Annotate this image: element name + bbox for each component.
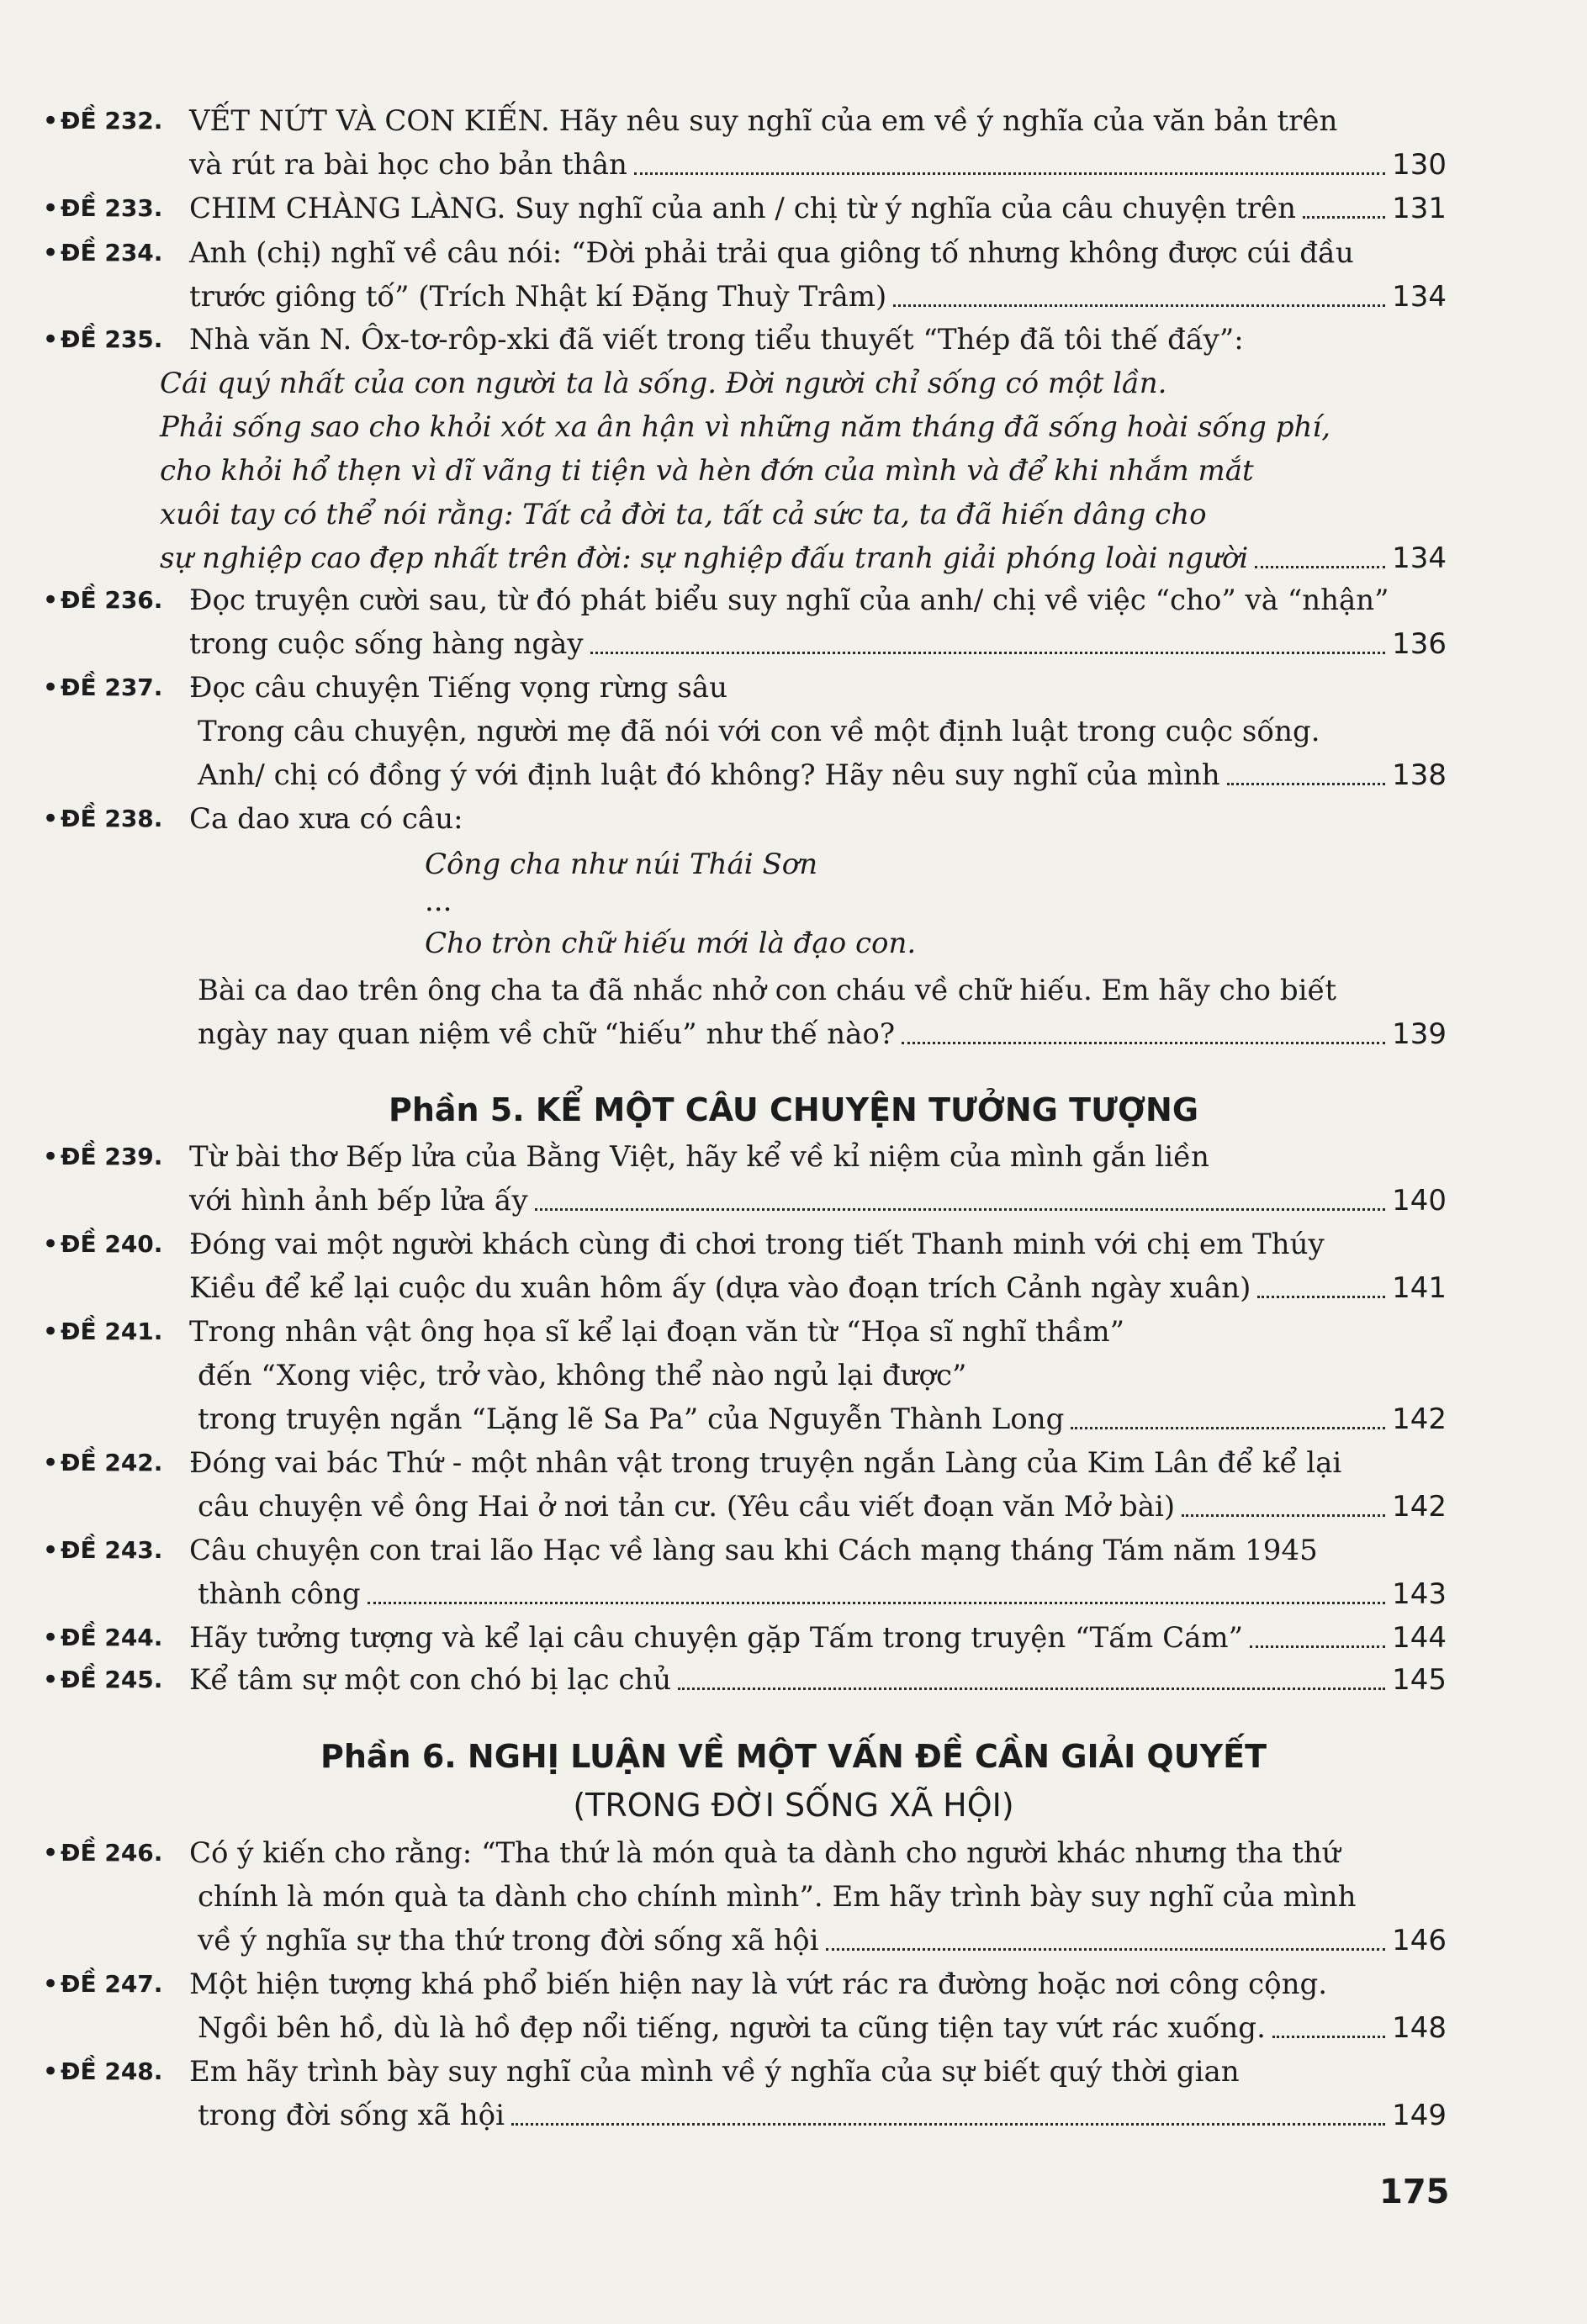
dot-leader [1250,1645,1385,1648]
entry-line-text: sự nghiệp cao đẹp nhất trên đời: sự nghiệp đấu tranh giải phóng loài người [160,541,1249,575]
entry-line: Câu chuyện con trai lão Hạc về làng sau khi Cách mạng tháng Tám năm 1945 [189,1534,1318,1567]
entry-line-text: trong cuộc sống hàng ngày [189,627,584,661]
dot-leader [893,304,1385,307]
entry-line-with-page [198,1397,1447,1441]
entry-label: ĐỀ 232. [61,107,163,135]
dot-leader [1071,1426,1385,1429]
entry-line: Anh (chị) nghĩ về câu nói: “Đời phải trải qua giông tố nhưng không được cúi đầu [189,236,1354,270]
dot-leader [1257,1295,1385,1298]
poem-line: Cho tròn chữ hiếu mới là đạo con. [425,927,917,960]
toc-entry-233 [42,187,1447,230]
entry-label: ĐỀ 233. [61,194,163,222]
toc-entry-242 [42,1441,1447,1529]
entry-label: ĐỀ 241. [61,1318,163,1345]
page-ref: 144 [1392,1621,1447,1655]
bullet-icon: • [42,671,60,705]
entry-line-text: Kiều để kể lại cuộc du xuân hôm ấy (dựa vào đoạn trích Cảnh ngày xuân) [189,1271,1251,1305]
entry-line-with-page [198,1485,1447,1529]
toc-entry-236 [42,578,1447,666]
toc-entry-239 [42,1135,1447,1223]
bullet-icon: • [42,1315,60,1349]
entry-label: ĐỀ 247. [61,1970,163,1998]
entry-line-with-page [189,143,1447,187]
entry-line-text: với hình ảnh bếp lửa ấy [189,1184,528,1217]
dot-leader [368,1601,1385,1604]
bullet-icon: • [42,1534,60,1567]
toc-entry-248 [42,2050,1447,2137]
dot-leader [1303,215,1385,219]
entry-line-text: CHIM CHÀNG LÀNG. Suy nghĩ của anh / chị từ ý nghĩa của câu chuyện trên [189,192,1297,225]
section-heading-5: Phần 5. KỂ MỘT CÂU CHUYỆN TƯỞNG TƯỢNG [388,1091,1199,1128]
entry-line-text: về ý nghĩa sự tha thứ trong đời sống xã hội [198,1924,819,1957]
page-ref: 139 [1392,1017,1447,1051]
entry-line-text: và rút ra bài học cho bản thân [189,148,627,182]
dot-leader [1182,1513,1385,1517]
toc-entry-244 [42,1616,1447,1660]
page-ref: 130 [1392,148,1447,182]
entry-line: Bài ca dao trên ông cha ta đã nhắc nhở con cháu về chữ hiếu. Em hãy cho biết [198,974,1337,1007]
entry-line-text: trước giông tố” (Trích Nhật kí Đặng Thuỳ Trâm) [189,280,887,314]
bullet-icon: • [42,1140,60,1174]
toc-entry-245 [42,1658,1447,1702]
page-number: 175 [1379,2173,1450,2211]
toc-entry-234 [42,231,1447,319]
entry-line-with-page [189,622,1447,666]
page-ref: 138 [1392,758,1447,792]
entry-line-text: trong truyện ngắn “Lặng lẽ Sa Pa” của Nguyễn Thành Long [198,1402,1065,1436]
toc-entry-235 [42,318,1447,580]
bullet-icon: • [42,192,60,225]
quote-line: Phải sống sao cho khỏi xót xa ân hận vì những năm tháng đã sống hoài sống phí, [160,410,1331,444]
dot-leader [902,1041,1385,1044]
entry-label: ĐỀ 240. [61,1230,163,1258]
entry-line-with-page [198,2006,1447,2050]
bullet-icon: • [42,802,60,836]
section-heading-6: Phần 6. NGHỊ LUẬN VỀ MỘT VẤN ĐỀ CẦN GIẢI QUYẾT [320,1738,1267,1775]
bullet-icon: • [42,1621,60,1655]
page-ref: 141 [1392,1271,1447,1305]
poem-ellipsis: ... [425,885,452,918]
dot-leader [826,1947,1386,1951]
page-ref: 148 [1392,2011,1447,2045]
entry-line: chính là món quà ta dành cho chính mình”. Em hãy trình bày suy nghĩ của mình [198,1880,1357,1914]
page-ref: 149 [1392,2099,1447,2132]
entry-line: Nhà văn N. Ôx-tơ-rôp-xki đã viết trong tiểu thuyết “Thép đã tôi thế đấy”: [189,323,1244,357]
bullet-icon: • [42,236,60,270]
page-ref: 142 [1392,1490,1447,1524]
entry-label: ĐỀ 246. [61,1839,163,1867]
quote-line: xuôi tay có thể nói rằng: Tất cả đời ta, tất cả sức ta, ta đã hiến dâng cho [160,498,1207,531]
entry-line: Có ý kiến cho rằng: “Tha thứ là món quà ta dành cho người khác nhưng tha thứ [189,1836,1341,1870]
entry-line-with-page [198,1919,1447,1962]
dot-leader [535,1207,1385,1211]
quote-line: cho khỏi hổ thẹn vì dĩ vãng ti tiện và hèn đớn của mình và để khi nhắm mắt [160,454,1254,488]
entry-label: ĐỀ 237. [61,673,163,701]
entry-line: Trong câu chuyện, người mẹ đã nói với con về một định luật trong cuộc sống. [198,715,1320,748]
entry-label: ĐỀ 234. [61,239,163,267]
page-ref: 134 [1392,541,1447,575]
toc-entry-247 [42,1962,1447,2050]
entry-label: ĐỀ 244. [61,1624,163,1651]
bullet-icon: • [42,323,60,357]
bullet-icon: • [42,2055,60,2089]
page-ref: 136 [1392,627,1447,661]
page-ref: 146 [1392,1924,1447,1957]
entry-line-with-page [189,1616,1447,1660]
entry-line-with-page [198,1012,1447,1056]
dot-leader [678,1687,1385,1690]
page-ref: 145 [1392,1663,1447,1697]
bullet-icon: • [42,1836,60,1870]
entry-line-with-page [198,2094,1447,2137]
entry-label: ĐỀ 238. [61,805,163,832]
entry-line-with-page [160,536,1447,580]
entry-line: Trong nhân vật ông họa sĩ kể lại đoạn văn từ “Họa sĩ nghĩ thầm” [189,1315,1124,1349]
entry-line-with-page [198,753,1447,797]
poem-line: Công cha như núi Thái Sơn [425,848,818,881]
dot-leader [1227,782,1385,785]
entry-line-text: ngày nay quan niệm về chữ “hiếu” như thế nào? [198,1017,896,1051]
entry-line-with-page [189,1658,1447,1702]
entry-line-with-page [198,1572,1447,1616]
entry-line: Em hãy trình bày suy nghĩ của mình về ý nghĩa của sự biết quý thời gian [189,2055,1240,2089]
toc-entry-240 [42,1223,1447,1310]
dot-leader [1272,2035,1385,2038]
entry-line: Ca dao xưa có câu: [189,802,463,836]
entry-line-text: trong đời sống xã hội [198,2099,505,2132]
entry-line: Một hiện tượng khá phổ biến hiện nay là vứt rác ra đường hoặc nơi công cộng. [189,1967,1328,2001]
entry-line: Đóng vai một người khách cùng đi chơi trong tiết Thanh minh với chị em Thúy [189,1228,1325,1261]
dot-leader [590,651,1385,654]
entry-line: Đọc truyện cười sau, từ đó phát biểu suy nghĩ của anh/ chị về việc “cho” và “nhận” [189,584,1389,617]
entry-label: ĐỀ 239. [61,1143,163,1170]
dot-leader [511,2122,1385,2126]
toc-entry-243 [42,1529,1447,1616]
entry-line: Từ bài thơ Bếp lửa của Bằng Việt, hãy kể về kỉ niệm của mình gắn liền [189,1140,1209,1174]
entry-label: ĐỀ 248. [61,2057,163,2085]
page-ref: 134 [1392,280,1447,314]
page-ref: 140 [1392,1184,1447,1217]
entry-line-text: Kể tâm sự một con chó bị lạc chủ [189,1663,672,1697]
bullet-icon: • [42,584,60,617]
entry-line: VẾT NỨT VÀ CON KIẾN. Hãy nêu suy nghĩ của em về ý nghĩa của văn bản trên [189,104,1338,138]
bullet-icon: • [42,1446,60,1480]
entry-label: ĐỀ 235. [61,325,163,353]
toc-entry-238 [42,797,1447,1059]
entry-line-text: Ngồi bên hồ, dù là hồ đẹp nổi tiếng, người ta cũng tiện tay vứt rác xuống. [198,2011,1266,2045]
bullet-icon: • [42,1663,60,1697]
section-subheading-6: (TRONG ĐỜI SỐNG XÃ HỘI) [573,1787,1014,1824]
entry-line-text: Hãy tưởng tượng và kể lại câu chuyện gặp Tấm trong truyện “Tấm Cám” [189,1621,1243,1655]
entry-line-with-page [189,1266,1447,1310]
bullet-icon: • [42,1967,60,2001]
entry-line-text: Anh/ chị có đồng ý với định luật đó không? Hãy nêu suy nghĩ của mình [198,758,1220,792]
dot-leader [1255,565,1385,568]
page-ref: 131 [1392,192,1447,225]
entry-line-with-page [189,275,1447,319]
toc-entry-241 [42,1310,1447,1441]
quote-line: Cái quý nhất của con người ta là sống. Đời người chỉ sống có một lần. [160,367,1167,400]
entry-label: ĐỀ 242. [61,1449,163,1476]
entry-line-with-page [189,1179,1447,1223]
dot-leader [634,172,1385,175]
toc-entry-237 [42,666,1447,797]
page-ref: 143 [1392,1577,1447,1611]
entry-line-with-page [189,187,1447,230]
entry-label: ĐỀ 245. [61,1666,163,1693]
entry-line: Đóng vai bác Thứ - một nhân vật trong truyện ngắn Làng của Kim Lân để kể lại [189,1446,1342,1480]
toc-entry-232 [42,99,1447,187]
page-ref: 142 [1392,1402,1447,1436]
entry-label: ĐỀ 236. [61,586,163,614]
entry-line: Đọc câu chuyện Tiếng vọng rừng sâu [189,671,727,705]
entry-label: ĐỀ 243. [61,1536,163,1564]
bullet-icon: • [42,104,60,138]
entry-line-text: thành công [198,1577,361,1611]
entry-line: đến “Xong việc, trở vào, không thể nào ngủ lại được” [198,1359,967,1392]
entry-line-text: câu chuyện về ông Hai ở nơi tản cư. (Yêu cầu viết đoạn văn Mở bài) [198,1490,1176,1524]
toc-entry-246 [42,1831,1447,1962]
bullet-icon: • [42,1228,60,1261]
